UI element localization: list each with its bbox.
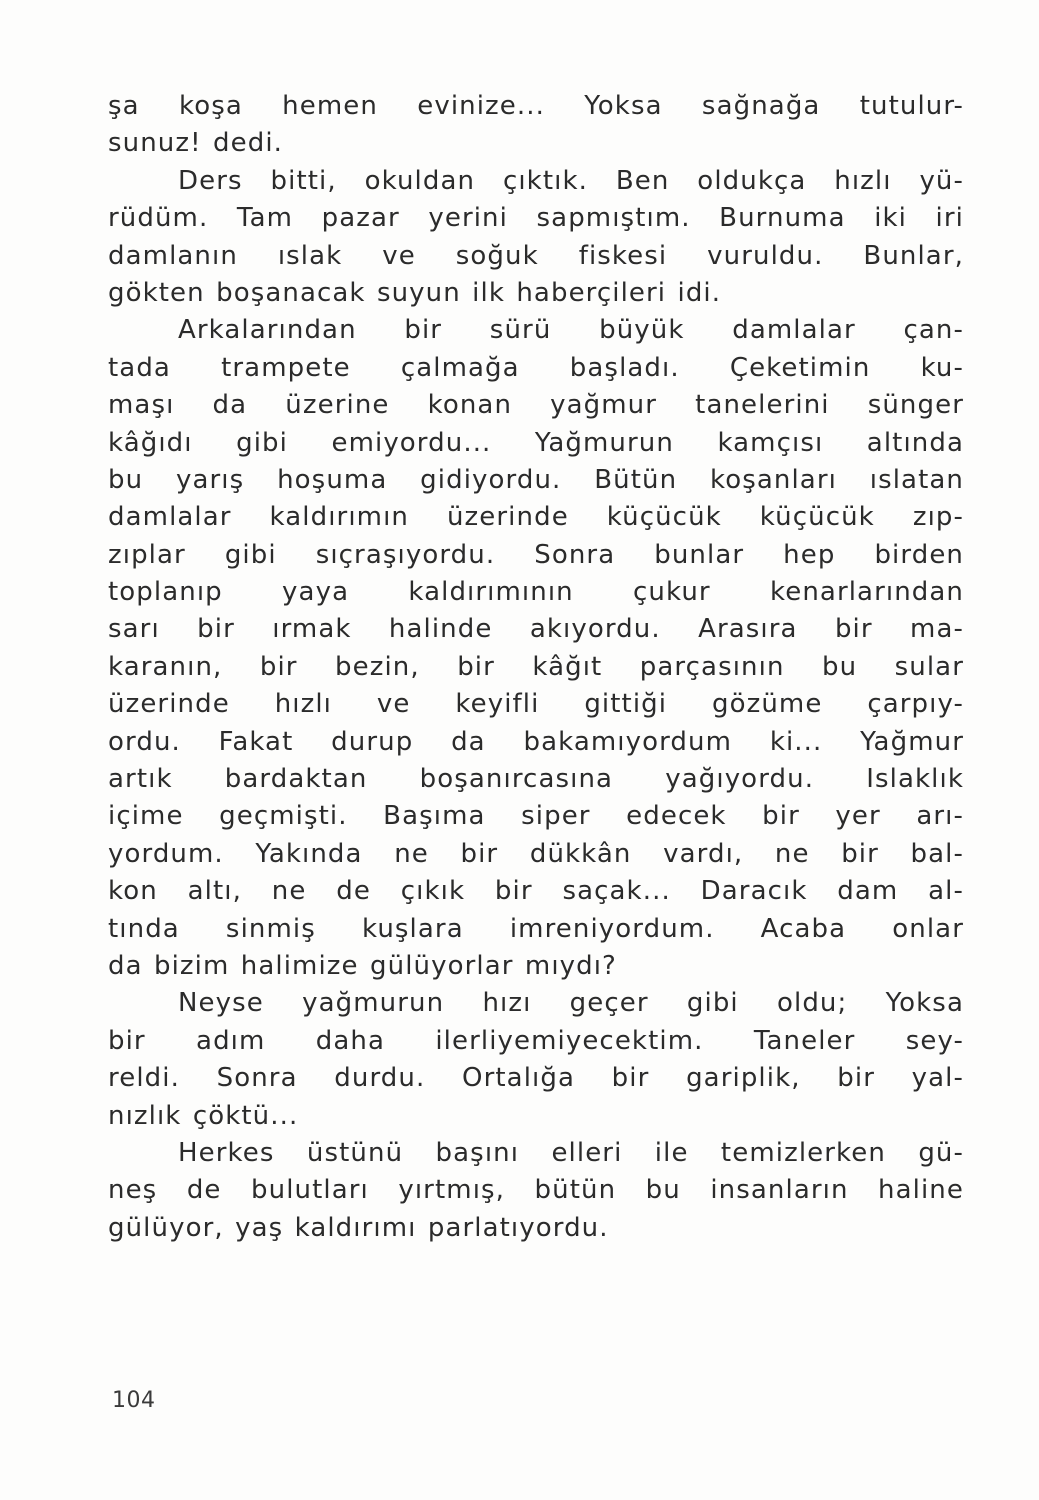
text-line: şa koşa hemen evinize... Yoksa sağnağa tutulur- (108, 91, 964, 121)
text-line: neş de bulutları yırtmış, bütün bu insanların haline (108, 1175, 964, 1206)
text-line: içime geçmişti. Başıma siper edecek bir yer arı- (108, 801, 964, 832)
text-line: artık bardaktan boşanırcasına yağıyordu. Islaklık (108, 764, 964, 795)
text-line: da bizim halimize gülüyorlar mıydı? (108, 950, 617, 981)
text-line: üzerinde hızlı ve keyifli gittiği gözüme çarpıy- (108, 689, 964, 720)
text-line: Ders bitti, okuldan çıktık. Ben oldukça hızlı yü- (178, 165, 964, 196)
text-line: karanın, bir bezin, bir kâğıt parçasının bu sular (108, 651, 964, 682)
text-line: sarı bir ırmak halinde akıyordu. Arasıra bir ma- (108, 614, 964, 645)
text-line: ordu. Fakat durup da bakamıyordum ki... Yağmur (108, 726, 964, 757)
text-line: Herkes üstünü başını elleri ile temizlerken gü- (178, 1137, 964, 1168)
text-line: Arkalarından bir sürü büyük damlalar çan- (178, 315, 964, 346)
text-line: maşı da üzerine konan yağmur tanelerini sünger (108, 390, 964, 421)
text-line: kon altı, ne de çıkık bir saçak... Daracık dam al- (108, 876, 964, 907)
text-line: sunuz! dedi. (108, 128, 284, 159)
text-line: damlanın ıslak ve soğuk fiskesi vuruldu. Bunlar, (108, 240, 964, 271)
text-line: yordum. Yakında ne bir dükkân vardı, ne bir bal- (108, 838, 964, 869)
text-line: bir adım daha ilerliyemiyecektim. Taneler sey- (108, 1025, 964, 1056)
text-line: reldi. Sonra durdu. Ortalığa bir gariplik, bir yal- (108, 1063, 964, 1094)
body-text (108, 88, 964, 1247)
text-line: tada trampete çalmağa başladı. Çeketimin ku- (108, 352, 964, 383)
text-line: rüdüm. Tam pazar yerini sapmıştım. Burnuma iki iri (108, 203, 964, 234)
text-line: Neyse yağmurun hızı geçer gibi oldu; Yoksa (178, 988, 964, 1019)
text-line: gülüyor, yaş kaldırımı parlatıyordu. (108, 1212, 609, 1243)
text-line: kâğıdı gibi emiyordu... Yağmurun kamçısı altında (108, 427, 964, 458)
text-line: tında sinmiş kuşlara imreniyordum. Acaba onlar (108, 913, 964, 944)
text-line: nızlık çöktü... (108, 1100, 299, 1131)
text-line: bu yarış hoşuma gidiyordu. Bütün koşanları ıslatan (108, 464, 964, 495)
text-line: toplanıp yaya kaldırımının çukur kenarlarından (108, 577, 964, 608)
text-line: damlalar kaldırımın üzerinde küçücük küçücük zıp- (108, 502, 964, 533)
page-number: 104 (112, 1388, 156, 1413)
text-line: gökten boşanacak suyun ilk haberçileri idi. (108, 277, 722, 308)
text-line: zıplar gibi sıçraşıyordu. Sonra bunlar hep birden (108, 539, 964, 570)
